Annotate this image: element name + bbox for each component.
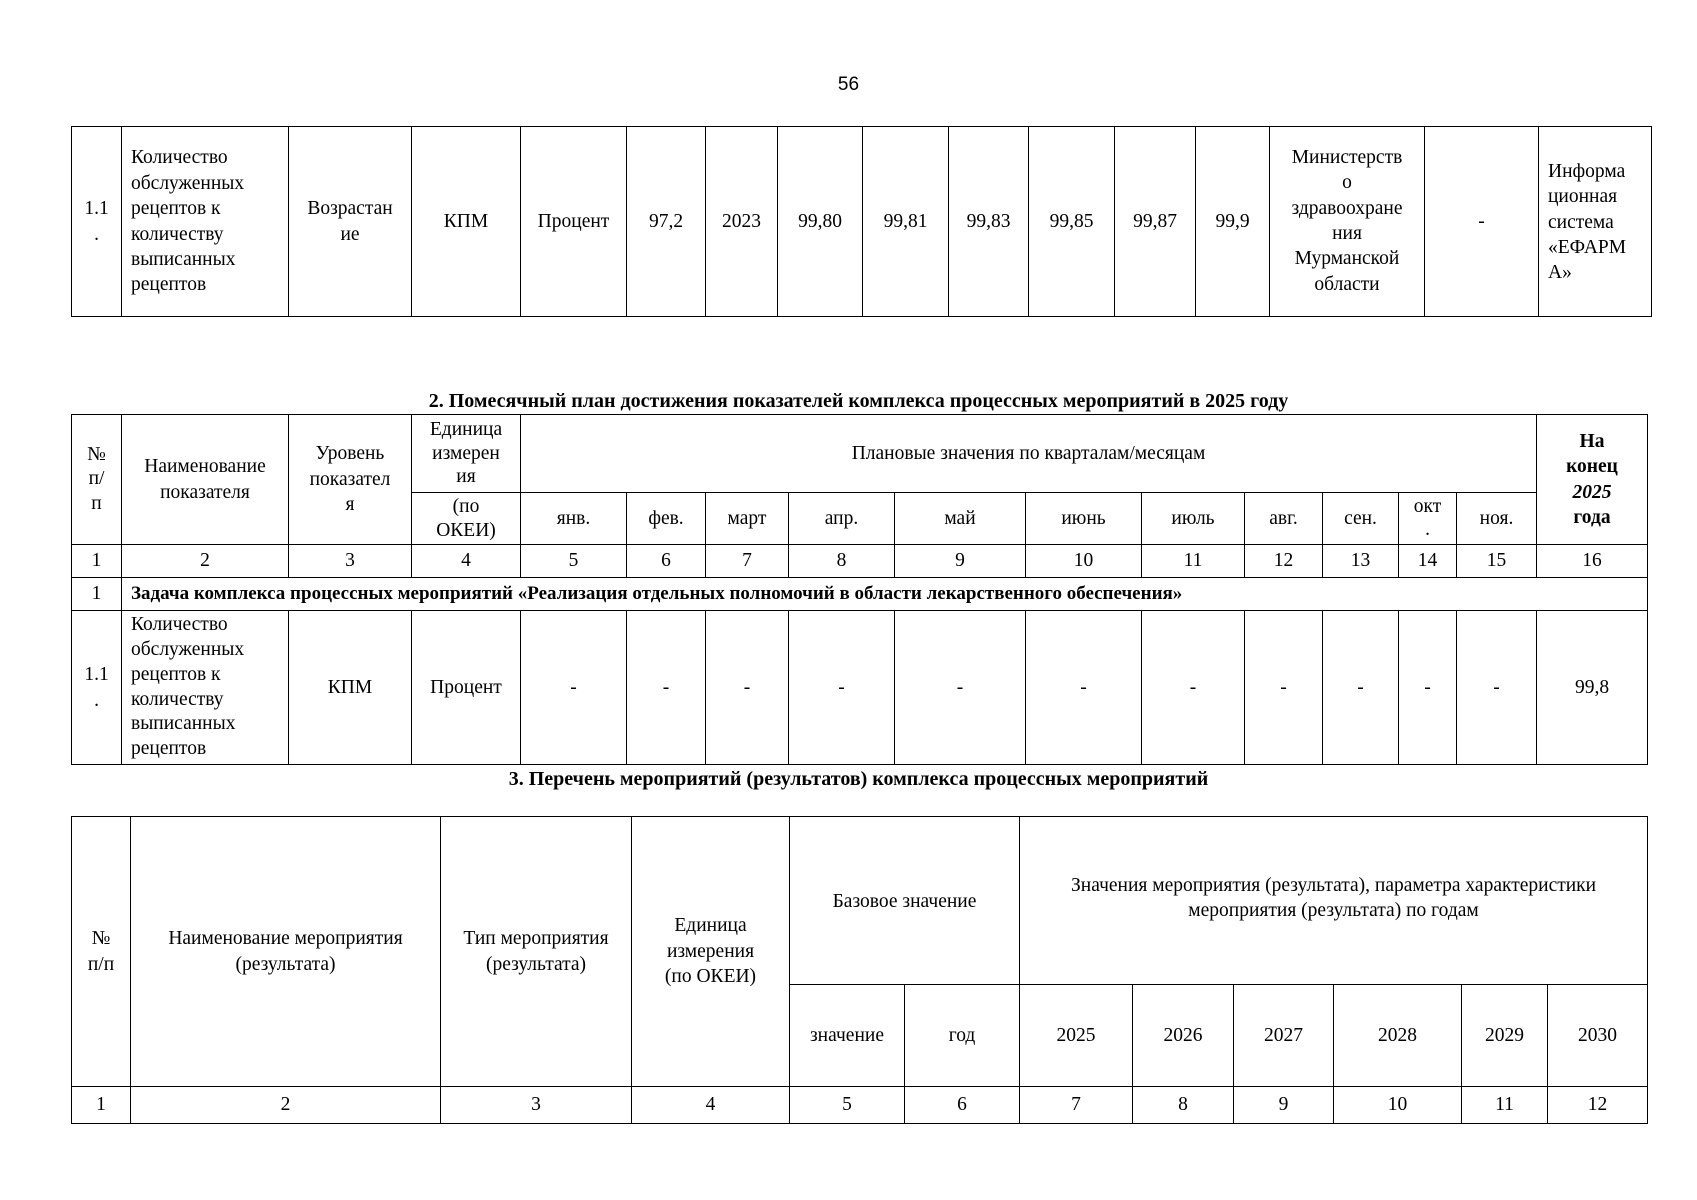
- year-header: 2027: [1234, 985, 1334, 1087]
- column-number: 4: [412, 545, 521, 578]
- column-number-row: [72, 545, 1648, 578]
- link-cell: -: [1425, 127, 1539, 317]
- month-header: апр.: [789, 493, 895, 545]
- month-header: янв.: [521, 493, 627, 545]
- header-end-of-year: [1537, 415, 1648, 545]
- task-row: [72, 578, 1648, 611]
- month-header: июль: [1142, 493, 1245, 545]
- column-number: 9: [1234, 1087, 1334, 1124]
- header-activity-type: Тип мероприятия (результата): [441, 817, 632, 1087]
- header-unit-okei: (по ОКЕИ): [412, 493, 521, 545]
- year-header: 2028: [1334, 985, 1462, 1087]
- column-number: 9: [895, 545, 1026, 578]
- base-year: 2023: [706, 127, 778, 317]
- column-number: 10: [1026, 545, 1142, 578]
- column-number-row: [72, 1087, 1648, 1124]
- year-header: 2029: [1462, 985, 1548, 1087]
- column-number: 7: [1020, 1087, 1133, 1124]
- value-cell: 99,80: [778, 127, 863, 317]
- month-header: фев.: [627, 493, 706, 545]
- responsible-body: Министерств о здравоохране ния Мурманской области: [1270, 127, 1425, 317]
- task-title: Задача комплекса процессных мероприятий «Реализация отдельных полномочий в области лекарственного обеспечения»: [122, 578, 1648, 611]
- month-value: -: [789, 611, 895, 765]
- task-number: 1: [72, 578, 122, 611]
- month-header: окт .: [1399, 493, 1457, 545]
- header-unit: Единица измерения (по ОКЕИ): [632, 817, 790, 1087]
- indicator-level: КПМ: [412, 127, 521, 317]
- indicators-table-continuation: [71, 126, 1652, 317]
- row-number: 1.1 .: [72, 127, 122, 317]
- year-header: 2030: [1548, 985, 1648, 1087]
- header-base-value: Базовое значение: [790, 817, 1020, 985]
- table-row: [72, 611, 1648, 765]
- value-cell: 99,9: [1196, 127, 1270, 317]
- column-number: 3: [289, 545, 412, 578]
- header-number: № п/п: [72, 817, 131, 1087]
- header-row: [72, 415, 1648, 493]
- value-cell: 99,85: [1029, 127, 1115, 317]
- column-number: 11: [1462, 1087, 1548, 1124]
- column-number: 14: [1399, 545, 1457, 578]
- header-base-value-year: год: [905, 985, 1020, 1087]
- indicator-level: КПМ: [289, 611, 412, 765]
- column-number: 3: [441, 1087, 632, 1124]
- section-3-title: 3. Перечень мероприятий (результатов) комплекса процессных мероприятий: [508, 768, 1209, 790]
- column-number: 15: [1457, 545, 1537, 578]
- page-number: 56: [837, 74, 860, 95]
- indicator-direction: Возрастан ие: [289, 127, 412, 317]
- header-activity-name: Наименование мероприятия (результата): [131, 817, 441, 1087]
- column-number: 4: [632, 1087, 790, 1124]
- section-2-title: 2. Помесячный план достижения показателей комплекса процессных мероприятий в 2025 году: [428, 390, 1289, 412]
- header-base-value-value: значение: [790, 985, 905, 1087]
- month-value: -: [1323, 611, 1399, 765]
- column-number: 10: [1334, 1087, 1462, 1124]
- column-number: 8: [1133, 1087, 1234, 1124]
- table-row: [72, 127, 1652, 317]
- indicator-unit: Процент: [521, 127, 627, 317]
- month-value: -: [521, 611, 627, 765]
- header-indicator-name: Наименование показателя: [122, 415, 289, 545]
- column-number: 5: [790, 1087, 905, 1124]
- indicator-name: Количество обслуженных рецептов к количеству выписанных рецептов: [122, 127, 289, 317]
- year-header: 2026: [1133, 985, 1234, 1087]
- row-number: 1.1 .: [72, 611, 122, 765]
- month-value: -: [627, 611, 706, 765]
- column-number: 12: [1548, 1087, 1648, 1124]
- monthly-plan-table: [71, 414, 1648, 765]
- header-end-year: 2025: [1572, 481, 1612, 503]
- value-cell: 99,87: [1115, 127, 1196, 317]
- month-value: -: [706, 611, 789, 765]
- value-cell: 99,83: [949, 127, 1029, 317]
- header-end-suffix: года: [1573, 506, 1611, 528]
- information-system: Информа ционная система «ЕФАРМ А»: [1539, 127, 1652, 317]
- column-number: 7: [706, 545, 789, 578]
- column-number: 13: [1323, 545, 1399, 578]
- header-level: Уровень показател я: [289, 415, 412, 545]
- column-number: 8: [789, 545, 895, 578]
- month-value: -: [1245, 611, 1323, 765]
- year-header: 2025: [1020, 985, 1133, 1087]
- month-header: авг.: [1245, 493, 1323, 545]
- month-value: -: [1457, 611, 1537, 765]
- month-value: -: [1142, 611, 1245, 765]
- header-unit: Единица измерен ия: [412, 415, 521, 493]
- base-value: 97,2: [627, 127, 706, 317]
- column-number: 6: [627, 545, 706, 578]
- month-header: июнь: [1026, 493, 1142, 545]
- end-of-year-value: 99,8: [1537, 611, 1648, 765]
- column-number: 2: [131, 1087, 441, 1124]
- month-header: ноя.: [1457, 493, 1537, 545]
- column-number: 2: [122, 545, 289, 578]
- month-header: май: [895, 493, 1026, 545]
- header-row: [72, 817, 1648, 985]
- column-number: 1: [72, 1087, 131, 1124]
- value-cell: 99,81: [863, 127, 949, 317]
- month-value: -: [895, 611, 1026, 765]
- month-value: -: [1026, 611, 1142, 765]
- month-header: сен.: [1323, 493, 1399, 545]
- header-end-label: На конец: [1566, 430, 1618, 478]
- indicator-name: Количество обслуженных рецептов к количеству выписанных рецептов: [122, 611, 289, 765]
- column-number: 16: [1537, 545, 1648, 578]
- activities-table: [71, 816, 1648, 1124]
- month-header: март: [706, 493, 789, 545]
- column-number: 11: [1142, 545, 1245, 578]
- header-values-by-year: Значения мероприятия (результата), параметра характеристики мероприятия (результата) по годам: [1020, 817, 1648, 985]
- column-number: 12: [1245, 545, 1323, 578]
- indicator-unit: Процент: [412, 611, 521, 765]
- month-value: -: [1399, 611, 1457, 765]
- column-number: 6: [905, 1087, 1020, 1124]
- column-number: 1: [72, 545, 122, 578]
- header-plan-values: Плановые значения по кварталам/месяцам: [521, 415, 1537, 493]
- header-number: № п/ п: [72, 415, 122, 545]
- column-number: 5: [521, 545, 627, 578]
